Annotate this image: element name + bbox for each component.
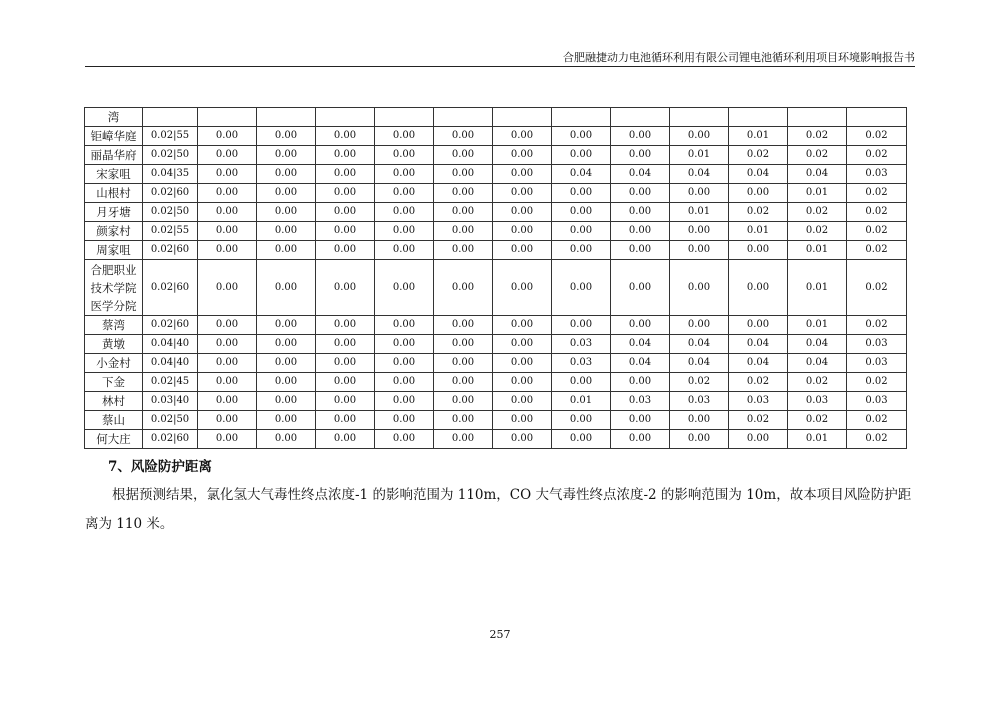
site-name-cell: 小金村 xyxy=(85,354,143,373)
value-cell: 0.00 xyxy=(316,373,375,392)
value-cell: 0.00 xyxy=(316,430,375,449)
value-cell: 0.00 xyxy=(257,392,316,411)
value-cell: 0.00 xyxy=(257,354,316,373)
value-cell: 0.04 xyxy=(670,165,729,184)
site-name-cell: 周家咀 xyxy=(85,241,143,260)
value-cell: 0.00 xyxy=(434,430,493,449)
value-cell: 0.03 xyxy=(847,165,907,184)
value-cell: 0.02 xyxy=(847,316,907,335)
value-cell: 0.00 xyxy=(434,222,493,241)
value-cell xyxy=(552,108,611,127)
value-cell: 0.04 xyxy=(611,165,670,184)
value-cell: 0.00 xyxy=(552,316,611,335)
value-cell: 0.00 xyxy=(434,316,493,335)
table-row xyxy=(85,430,907,449)
value-cell: 0.00 xyxy=(257,335,316,354)
value-cell: 0.02 xyxy=(729,203,788,222)
distance-cell: 0.04|40 xyxy=(143,354,198,373)
value-cell: 0.00 xyxy=(375,184,434,203)
value-cell xyxy=(729,108,788,127)
value-cell xyxy=(434,108,493,127)
value-cell: 0.00 xyxy=(493,392,552,411)
value-cell: 0.00 xyxy=(375,222,434,241)
value-cell: 0.00 xyxy=(434,260,493,316)
value-cell: 0.03 xyxy=(552,335,611,354)
table-body xyxy=(85,108,907,449)
value-cell: 0.00 xyxy=(316,411,375,430)
value-cell: 0.00 xyxy=(729,260,788,316)
value-cell: 0.02 xyxy=(847,373,907,392)
value-cell: 0.00 xyxy=(729,241,788,260)
value-cell: 0.00 xyxy=(611,430,670,449)
value-cell: 0.00 xyxy=(434,127,493,146)
value-cell xyxy=(788,108,847,127)
value-cell: 0.04 xyxy=(611,354,670,373)
value-cell: 0.02 xyxy=(847,146,907,165)
value-cell xyxy=(257,108,316,127)
value-cell: 0.00 xyxy=(257,184,316,203)
value-cell: 0.00 xyxy=(552,184,611,203)
value-cell: 0.04 xyxy=(788,165,847,184)
table-row xyxy=(85,373,907,392)
value-cell: 0.04 xyxy=(729,335,788,354)
distance-cell: 0.04|40 xyxy=(143,335,198,354)
header-rule xyxy=(85,66,915,67)
value-cell: 0.00 xyxy=(493,222,552,241)
site-name-cell: 湾 xyxy=(85,108,143,127)
value-cell: 0.00 xyxy=(257,411,316,430)
value-cell: 0.00 xyxy=(375,146,434,165)
value-cell: 0.00 xyxy=(611,260,670,316)
distance-cell: 0.02|55 xyxy=(143,222,198,241)
distance-cell: 0.02|60 xyxy=(143,430,198,449)
value-cell: 0.00 xyxy=(670,184,729,203)
value-cell: 0.00 xyxy=(375,354,434,373)
value-cell: 0.01 xyxy=(552,392,611,411)
value-cell: 0.00 xyxy=(316,184,375,203)
value-cell: 0.00 xyxy=(611,411,670,430)
value-cell: 0.00 xyxy=(316,335,375,354)
distance-cell: 0.02|55 xyxy=(143,127,198,146)
table-row xyxy=(85,203,907,222)
value-cell: 0.03 xyxy=(729,392,788,411)
value-cell: 0.00 xyxy=(552,430,611,449)
value-cell: 0.00 xyxy=(375,203,434,222)
table-row xyxy=(85,354,907,373)
distance-cell: 0.02|60 xyxy=(143,260,198,316)
table-row xyxy=(85,146,907,165)
distance-cell: 0.02|50 xyxy=(143,411,198,430)
value-cell: 0.02 xyxy=(729,411,788,430)
value-cell: 0.02 xyxy=(847,411,907,430)
value-cell: 0.00 xyxy=(434,392,493,411)
value-cell: 0.00 xyxy=(316,222,375,241)
value-cell: 0.00 xyxy=(611,316,670,335)
value-cell xyxy=(198,108,257,127)
value-cell: 0.00 xyxy=(316,392,375,411)
value-cell: 0.00 xyxy=(375,260,434,316)
value-cell: 0.00 xyxy=(375,316,434,335)
site-name-cell: 钜嶂华庭 xyxy=(85,127,143,146)
value-cell: 0.00 xyxy=(434,335,493,354)
value-cell: 0.01 xyxy=(788,260,847,316)
value-cell: 0.00 xyxy=(257,203,316,222)
value-cell: 0.01 xyxy=(788,316,847,335)
value-cell: 0.00 xyxy=(493,354,552,373)
table-row xyxy=(85,316,907,335)
value-cell xyxy=(670,108,729,127)
value-cell: 0.00 xyxy=(552,373,611,392)
value-cell: 0.00 xyxy=(198,184,257,203)
value-cell: 0.00 xyxy=(198,241,257,260)
site-name-cell: 月牙塘 xyxy=(85,203,143,222)
site-name-cell: 颜家村 xyxy=(85,222,143,241)
value-cell: 0.00 xyxy=(434,373,493,392)
value-cell: 0.00 xyxy=(375,335,434,354)
distance-cell: 0.02|45 xyxy=(143,373,198,392)
value-cell: 0.00 xyxy=(375,411,434,430)
value-cell: 0.00 xyxy=(493,241,552,260)
value-cell: 0.00 xyxy=(375,241,434,260)
value-cell: 0.04 xyxy=(729,165,788,184)
value-cell: 0.00 xyxy=(316,146,375,165)
site-name-cell: 何大庄 xyxy=(85,430,143,449)
value-cell: 0.00 xyxy=(552,260,611,316)
site-name-cell: 宋家咀 xyxy=(85,165,143,184)
value-cell: 0.00 xyxy=(611,146,670,165)
value-cell: 0.00 xyxy=(375,127,434,146)
table-row xyxy=(85,165,907,184)
value-cell: 0.00 xyxy=(375,392,434,411)
value-cell: 0.00 xyxy=(257,316,316,335)
value-cell: 0.00 xyxy=(670,241,729,260)
value-cell: 0.00 xyxy=(257,373,316,392)
value-cell: 0.01 xyxy=(788,184,847,203)
value-cell: 0.01 xyxy=(729,127,788,146)
table-row xyxy=(85,222,907,241)
value-cell: 0.00 xyxy=(434,354,493,373)
value-cell: 0.00 xyxy=(198,260,257,316)
value-cell xyxy=(611,108,670,127)
value-cell: 0.04 xyxy=(788,354,847,373)
value-cell: 0.04 xyxy=(729,354,788,373)
value-cell: 0.02 xyxy=(729,146,788,165)
value-cell: 0.00 xyxy=(198,335,257,354)
value-cell: 0.00 xyxy=(729,430,788,449)
value-cell: 0.03 xyxy=(552,354,611,373)
value-cell: 0.00 xyxy=(375,430,434,449)
value-cell: 0.00 xyxy=(493,316,552,335)
site-name-cell: 黄墩 xyxy=(85,335,143,354)
value-cell: 0.00 xyxy=(198,222,257,241)
site-name-cell: 下金 xyxy=(85,373,143,392)
value-cell: 0.02 xyxy=(847,203,907,222)
value-cell: 0.00 xyxy=(552,222,611,241)
value-cell: 0.00 xyxy=(493,335,552,354)
value-cell: 0.00 xyxy=(493,127,552,146)
value-cell: 0.00 xyxy=(552,146,611,165)
value-cell: 0.02 xyxy=(788,127,847,146)
value-cell: 0.00 xyxy=(316,165,375,184)
value-cell: 0.00 xyxy=(434,184,493,203)
value-cell: 0.02 xyxy=(847,184,907,203)
value-cell: 0.00 xyxy=(493,373,552,392)
table-row xyxy=(85,184,907,203)
value-cell: 0.03 xyxy=(847,335,907,354)
value-cell: 0.02 xyxy=(788,146,847,165)
distance-cell: 0.02|60 xyxy=(143,184,198,203)
value-cell: 0.00 xyxy=(434,165,493,184)
value-cell: 0.00 xyxy=(434,203,493,222)
value-cell: 0.00 xyxy=(552,127,611,146)
value-cell xyxy=(493,108,552,127)
value-cell xyxy=(375,108,434,127)
value-cell: 0.01 xyxy=(729,222,788,241)
value-cell: 0.00 xyxy=(670,430,729,449)
value-cell: 0.00 xyxy=(198,127,257,146)
value-cell: 0.02 xyxy=(788,222,847,241)
concentration-table xyxy=(84,107,907,449)
table-row xyxy=(85,127,907,146)
table-row xyxy=(85,108,907,127)
table-row xyxy=(85,335,907,354)
value-cell: 0.00 xyxy=(316,241,375,260)
value-cell: 0.00 xyxy=(434,411,493,430)
value-cell: 0.02 xyxy=(847,260,907,316)
value-cell: 0.02 xyxy=(847,222,907,241)
value-cell: 0.02 xyxy=(788,203,847,222)
value-cell: 0.00 xyxy=(257,241,316,260)
value-cell xyxy=(316,108,375,127)
value-cell: 0.03 xyxy=(847,354,907,373)
value-cell: 0.00 xyxy=(493,411,552,430)
value-cell: 0.02 xyxy=(847,127,907,146)
value-cell: 0.00 xyxy=(198,430,257,449)
value-cell: 0.02 xyxy=(847,430,907,449)
value-cell: 0.00 xyxy=(198,316,257,335)
value-cell: 0.00 xyxy=(434,146,493,165)
value-cell: 0.04 xyxy=(611,335,670,354)
site-name-cell: 山根村 xyxy=(85,184,143,203)
value-cell: 0.01 xyxy=(670,203,729,222)
distance-cell: 0.02|50 xyxy=(143,203,198,222)
table-row xyxy=(85,392,907,411)
value-cell: 0.01 xyxy=(670,146,729,165)
value-cell: 0.00 xyxy=(198,165,257,184)
value-cell: 0.00 xyxy=(257,222,316,241)
value-cell: 0.00 xyxy=(729,184,788,203)
site-name-cell: 蔡湾 xyxy=(85,316,143,335)
value-cell: 0.00 xyxy=(316,203,375,222)
site-name-cell: 合肥职业 技术学院 医学分院 xyxy=(85,260,143,316)
value-cell: 0.02 xyxy=(670,373,729,392)
value-cell: 0.04 xyxy=(670,354,729,373)
value-cell: 0.04 xyxy=(670,335,729,354)
site-name-cell: 林村 xyxy=(85,392,143,411)
distance-cell: 0.02|60 xyxy=(143,241,198,260)
value-cell: 0.00 xyxy=(611,222,670,241)
value-cell: 0.00 xyxy=(552,203,611,222)
value-cell: 0.00 xyxy=(552,411,611,430)
value-cell: 0.00 xyxy=(316,260,375,316)
value-cell: 0.00 xyxy=(198,146,257,165)
value-cell: 0.02 xyxy=(729,373,788,392)
value-cell: 0.00 xyxy=(316,127,375,146)
page-number: 257 xyxy=(489,628,511,641)
value-cell: 0.00 xyxy=(552,241,611,260)
value-cell: 0.00 xyxy=(257,146,316,165)
value-cell: 0.04 xyxy=(788,335,847,354)
value-cell: 0.00 xyxy=(670,127,729,146)
value-cell xyxy=(847,108,907,127)
value-cell: 0.00 xyxy=(257,260,316,316)
value-cell: 0.00 xyxy=(493,260,552,316)
value-cell: 0.00 xyxy=(198,373,257,392)
value-cell: 0.04 xyxy=(552,165,611,184)
value-cell: 0.00 xyxy=(257,165,316,184)
value-cell: 0.00 xyxy=(493,165,552,184)
value-cell: 0.00 xyxy=(493,203,552,222)
value-cell: 0.03 xyxy=(670,392,729,411)
value-cell: 0.00 xyxy=(670,222,729,241)
value-cell: 0.00 xyxy=(611,184,670,203)
value-cell: 0.00 xyxy=(611,373,670,392)
value-cell: 0.00 xyxy=(670,260,729,316)
site-name-cell: 丽晶华府 xyxy=(85,146,143,165)
value-cell: 0.00 xyxy=(375,165,434,184)
distance-cell: 0.03|40 xyxy=(143,392,198,411)
section-title: 7、风险防护距离 xyxy=(108,459,212,475)
value-cell: 0.03 xyxy=(847,392,907,411)
value-cell: 0.00 xyxy=(493,146,552,165)
value-cell: 0.00 xyxy=(257,127,316,146)
distance-cell: 0.02|50 xyxy=(143,146,198,165)
value-cell: 0.00 xyxy=(729,316,788,335)
value-cell: 0.00 xyxy=(198,411,257,430)
value-cell: 0.02 xyxy=(788,411,847,430)
value-cell: 0.02 xyxy=(847,241,907,260)
value-cell: 0.00 xyxy=(670,316,729,335)
value-cell: 0.00 xyxy=(493,430,552,449)
value-cell: 0.00 xyxy=(316,354,375,373)
value-cell: 0.00 xyxy=(198,392,257,411)
value-cell: 0.00 xyxy=(198,203,257,222)
value-cell: 0.00 xyxy=(257,430,316,449)
body-paragraph: 根据预测结果，氯化氢大气毒性终点浓度-1 的影响范围为 110m，CO 大气毒性终点浓度-2 的影响范围为 10m，故本项目风险防护距离为 110 米。 xyxy=(85,487,912,532)
value-cell: 0.01 xyxy=(788,241,847,260)
value-cell: 0.00 xyxy=(611,241,670,260)
value-cell: 0.01 xyxy=(788,430,847,449)
value-cell: 0.00 xyxy=(670,411,729,430)
value-cell: 0.00 xyxy=(611,127,670,146)
table-row xyxy=(85,241,907,260)
value-cell: 0.00 xyxy=(611,203,670,222)
value-cell: 0.03 xyxy=(788,392,847,411)
site-name-cell: 蔡山 xyxy=(85,411,143,430)
value-cell: 0.00 xyxy=(198,354,257,373)
table-row xyxy=(85,260,907,316)
value-cell: 0.00 xyxy=(316,316,375,335)
value-cell: 0.00 xyxy=(375,373,434,392)
table-row xyxy=(85,411,907,430)
page-header: 合肥融捷动力电池循环利用有限公司锂电池循环利用项目环境影响报告书 xyxy=(563,51,915,64)
value-cell: 0.00 xyxy=(434,241,493,260)
value-cell: 0.03 xyxy=(611,392,670,411)
value-cell: 0.02 xyxy=(788,373,847,392)
distance-cell: 0.02|60 xyxy=(143,316,198,335)
distance-cell xyxy=(143,108,198,127)
value-cell: 0.00 xyxy=(493,184,552,203)
distance-cell: 0.04|35 xyxy=(143,165,198,184)
